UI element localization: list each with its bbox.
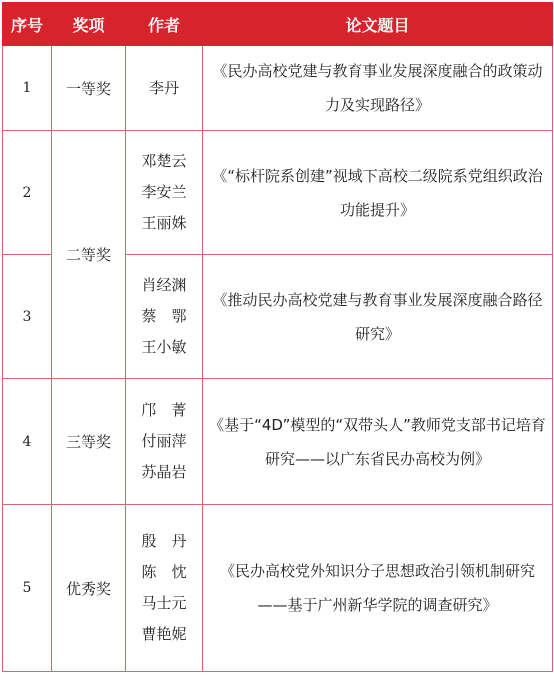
- header-award: 奖项: [52, 3, 126, 46]
- table-header-row: [3, 3, 553, 46]
- row-title: 《“标杆院系创建”视域下高校二级院系党组织政治功能提升》: [203, 131, 553, 255]
- row-seq: 3: [3, 255, 52, 379]
- header-title: 论文题目: [203, 3, 553, 46]
- row-title: 《民办高校党建与教育事业发展深度融合的政策动力及实现路径》: [203, 46, 553, 131]
- row-seq: 5: [3, 505, 52, 672]
- author-name: 曹艳妮: [141, 625, 187, 643]
- author-name: 陈 忱: [141, 563, 187, 581]
- table-row: [3, 131, 553, 255]
- table-row: [3, 46, 553, 131]
- author-name: 蔡 鄂: [141, 307, 187, 325]
- author-name: 殷 丹: [141, 532, 187, 550]
- row-authors: [126, 505, 203, 672]
- awards-table: [2, 2, 553, 672]
- author-name: 肖经渊: [141, 276, 187, 294]
- author-name: 李安兰: [141, 183, 187, 201]
- row-seq: 2: [3, 131, 52, 255]
- author-name: 邓楚云: [141, 152, 187, 170]
- author-name: 付丽萍: [141, 432, 187, 450]
- row-authors: [126, 379, 203, 505]
- row-title: 《基于“4D”模型的“双带头人”教师党支部书记培育研究——以广东省民办高校为例》: [203, 379, 553, 505]
- author-name: 李丹: [148, 78, 179, 97]
- row-title: 《民办高校党外知识分子思想政治引领机制研究——基于广州新华学院的调查研究》: [203, 505, 553, 672]
- author-name: 王丽姝: [141, 214, 187, 232]
- header-author: 作者: [126, 3, 203, 46]
- table-row: [3, 505, 553, 672]
- author-name: 王小敏: [141, 338, 187, 356]
- header-seq: 序号: [3, 3, 52, 46]
- author-name: 马士元: [141, 594, 187, 612]
- row-seq: 4: [3, 379, 52, 505]
- row-authors: [126, 131, 203, 255]
- author-name: 邝 菁: [141, 401, 187, 419]
- row-authors: [126, 255, 203, 379]
- table-row: [3, 379, 553, 505]
- row-award: 一等奖: [52, 46, 126, 131]
- row-authors: [126, 46, 203, 131]
- row-title: 《推动民办高校党建与教育事业发展深度融合路径研究》: [203, 255, 553, 379]
- row-award: 三等奖: [52, 379, 126, 505]
- row-seq: 1: [3, 46, 52, 131]
- author-name: 苏晶岩: [141, 463, 187, 481]
- row-award: 二等奖: [52, 131, 126, 379]
- row-award: 优秀奖: [52, 505, 126, 672]
